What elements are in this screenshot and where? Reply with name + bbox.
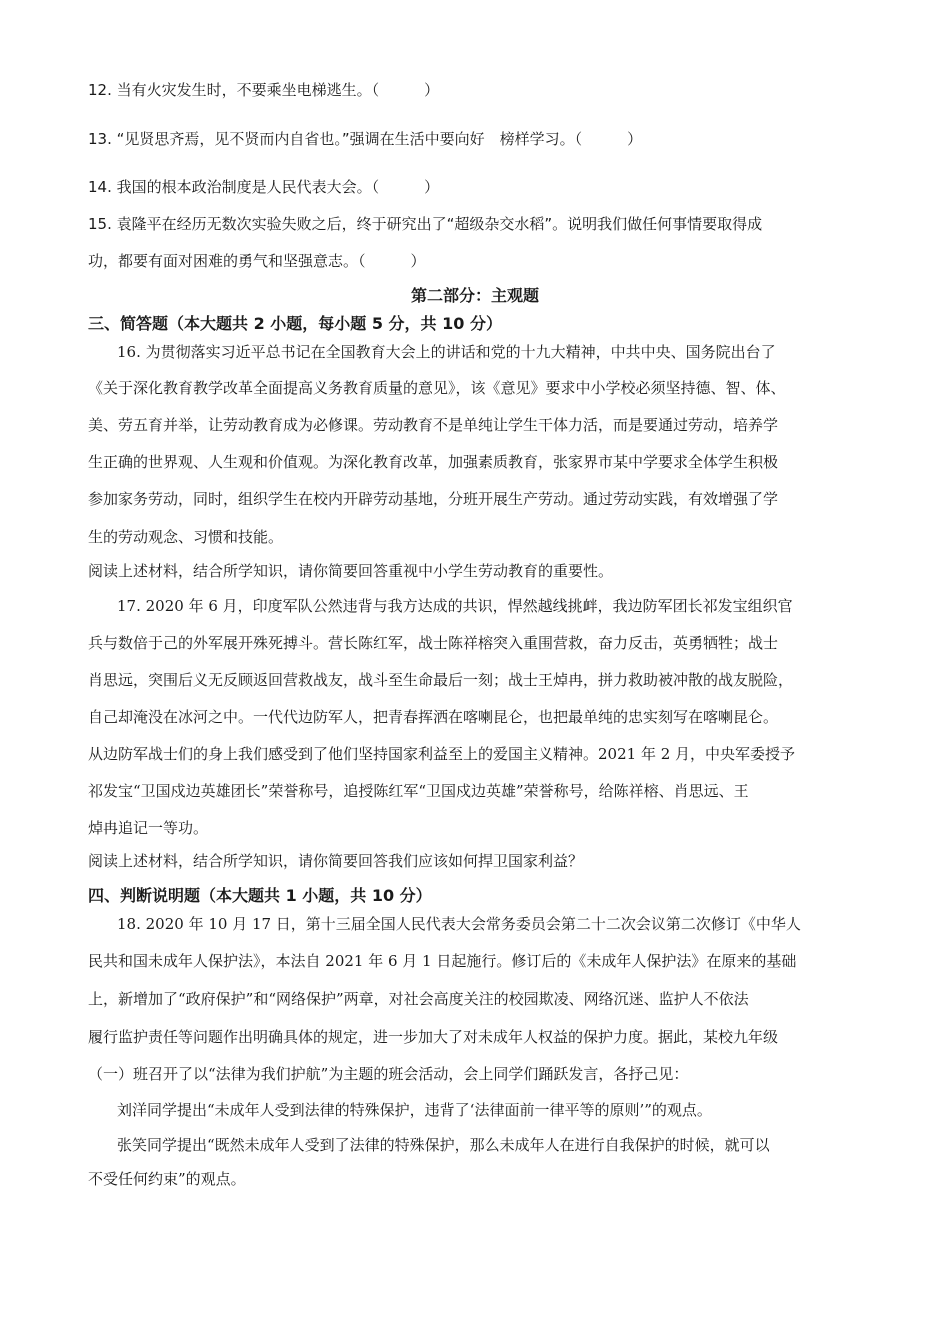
q17-line-4: 自己却淹没在冰河之中。一代代边防军人，把青春挥洒在喀喇昆仑，也把最单纯的忠实刻写在喀喇昆仑。 (88, 708, 779, 726)
question-12: 12. 当有火灾发生时，不要乘坐电梯逃生。（ ） (88, 81, 440, 99)
question-15-line-1: 15. 袁隆平在经历无数次实验失败之后，终于研究出了“超级杂交水稻”。说明我们做任何事情要取得成 (88, 215, 763, 233)
question-15-line-2: 功，都要有面对困难的勇气和坚强意志。（ ） (88, 252, 426, 270)
q16-line-3: 美、劳五育并举，让劳动教育成为必修课。劳动教育不是单纯让学生干体力活，而是要通过劳动，培养学 (88, 416, 779, 434)
q18-view-2-line-1: 张笑同学提出“既然未成年人受到了法律的特殊保护，那么未成年人在进行自我保护的时候，就可以 (117, 1136, 770, 1154)
q17-line-5: 从边防军战士们的身上我们感受到了他们坚持国家利益至上的爱国主义精神。2021 年 2 月，中央军委授予 (88, 745, 796, 763)
q18-line-3: 上，新增加了“政府保护”和“网络保护”两章，对社会高度关注的校园欺凌、网络沉迷、监护人不依法 (88, 990, 749, 1008)
section-four-title: 四、判断说明题（本大题共 1 小题，共 10 分） (88, 886, 432, 905)
q16-line-2: 《关于深化教育教学改革全面提高义务教育质量的意见》，该《意见》要求中小学校必须坚持德、智、体、 (88, 379, 786, 397)
q16-line-1: 16. 为贯彻落实习近平总书记在全国教育大会上的讲话和党的十九大精神，中共中央、国务院出台了 (117, 343, 776, 361)
q17-line-2: 兵与数倍于己的外军展开殊死搏斗。营长陈红军，战士陈祥榕突入重围营救，奋力反击，英勇牺牲；战士 (88, 634, 779, 652)
q16-prompt: 阅读上述材料，结合所学知识，请你简要回答重视中小学生劳动教育的重要性。 (88, 562, 614, 580)
section-three-title: 三、简答题（本大题共 2 小题，每小题 5 分，共 10 分） (88, 314, 502, 333)
q17-prompt: 阅读上述材料，结合所学知识，请你简要回答我们应该如何捍卫国家利益？ (88, 852, 584, 870)
q16-line-4: 生正确的世界观、人生观和价值观。为深化教育改革，加强素质教育，张家界市某中学要求全体学生积极 (88, 453, 779, 471)
q17-line-6: 祁发宝“卫国戍边英雄团长”荣誉称号，追授陈红军“卫国戍边英雄”荣誉称号，给陈祥榕、肖思远、王 (88, 782, 749, 800)
q16-line-5: 参加家务劳动，同时，组织学生在校内开辟劳动基地，分班开展生产劳动。通过劳动实践，有效增强了学 (88, 490, 779, 508)
q17-line-1: 17. 2020 年 6 月，印度军队公然违背与我方达成的共识，悍然越线挑衅，我边防军团长祁发宝组织官 (117, 597, 793, 615)
q18-line-4: 履行监护责任等问题作出明确具体的规定，进一步加大了对未成年人权益的保护力度。据此，某校九年级 (88, 1028, 779, 1046)
q18-line-2: 民共和国未成年人保护法》，本法自 2021 年 6 月 1 日起施行。修订后的《未成年人保护法》在原来的基础 (88, 952, 797, 970)
q18-line-5: （一）班召开了以“法律为我们护航”为主题的班会活动，会上同学们踊跃发言，各抒己见： (88, 1065, 689, 1083)
q17-line-7: 焯冉追记一等功。 (88, 819, 209, 837)
question-14: 14. 我国的根本政治制度是人民代表大会。（ ） (88, 178, 440, 196)
q18-view-2-line-2: 不受任何约束”的观点。 (88, 1170, 246, 1188)
q18-view-1: 刘洋同学提出“未成年人受到法律的特殊保护，违背了‘法律面前一律平等的原则’”的观点。 (117, 1101, 712, 1119)
q16-line-6: 生的劳动观念、习惯和技能。 (88, 528, 284, 546)
q17-line-3: 肖思远，突围后义无反顾返回营救战友，战斗至生命最后一刻；战士王焯冉，拼力救助被冲散的战友脱险， (88, 671, 794, 689)
part-two-title: 第二部分：主观题 (410, 286, 539, 305)
question-13: 13. “见贤思齐焉，见不贤而内自省也。”强调在生活中要向好 榜样学习。（ ） (88, 130, 643, 148)
q18-line-1: 18. 2020 年 10 月 17 日，第十三届全国人民代表大会常务委员会第二十二次会议第二次修订《中华人 (117, 915, 801, 933)
